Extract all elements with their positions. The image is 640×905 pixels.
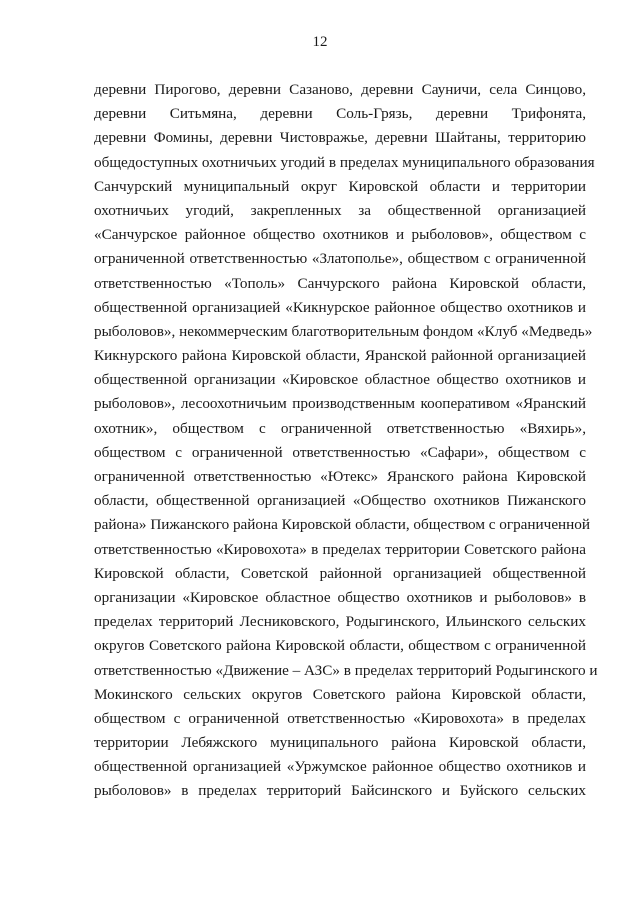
text-line: ограниченной ответственностью «Златополье», обществом с ограниченной: [94, 250, 586, 268]
text-line: Мокинского сельских округов Советского района Кировской области,: [94, 685, 586, 703]
text-line: территории Лебяжского муниципального района Кировской области,: [94, 734, 586, 752]
text-line: общественной организацией «Кикнурское районное общество охотников и: [94, 298, 586, 316]
text-line: охотник», обществом с ограниченной ответственностью «Вяхирь»,: [94, 419, 586, 437]
text-line: округов Советского района Кировской области, обществом с ограниченной: [94, 637, 586, 655]
page-number: 12: [312, 34, 328, 50]
text-line: Санчурский муниципальный округ Кировской области и территории: [94, 177, 586, 195]
text-line: деревни Пирогово, деревни Сазаново, деревни Сауничи, села Синцово,: [94, 81, 586, 98]
text-line: деревни Ситьмяна, деревни Соль-Грязь, деревни Трифонята,: [94, 105, 586, 123]
text-line: рыболовов» в пределах территорий Байсинского и Буйского сельских: [94, 782, 586, 800]
text-line: «Санчурское районное общество охотников и рыболовов», обществом с: [94, 226, 586, 244]
text-line: деревни Фомины, деревни Чистовражье, деревни Шайтаны, территорию: [94, 129, 586, 147]
text-line: общедоступных охотничьих угодий в пределах муниципального образования: [94, 153, 595, 171]
text-line: ответственностью «Кировохота» в пределах территории Советского района: [94, 540, 586, 558]
text-line: общественной организации «Кировское областное общество охотников и: [94, 371, 586, 389]
text-line: обществом с ограниченной ответственностью «Сафари», обществом с: [94, 443, 586, 461]
text-line: общественной организацией «Уржумское районное общество охотников и: [94, 758, 586, 776]
text-line: Кировской области, Советской районной организацией общественной: [94, 564, 586, 582]
text-line: района» Пижанского района Кировской области, обществом с ограниченной: [94, 516, 591, 534]
text-line: ограниченной ответственностью «Ютекс» Яранского района Кировской: [94, 468, 586, 485]
text-line: рыболовов», лесоохотничьим производственным кооперативом «Яранский: [94, 395, 586, 413]
text-line: ответственностью «Движение – АЗС» в пределах территорий Родыгинского и: [94, 661, 598, 679]
text-line: пределах территорий Лесниковского, Родыгинского, Ильинского сельских: [94, 613, 586, 631]
text-line: области, общественной организацией «Общество охотников Пижанского: [94, 492, 586, 510]
text-line: рыболовов», некоммерческим благотворительным фондом «Клуб «Медведь»: [94, 322, 593, 340]
text-line: охотничьих угодий, закрепленных за общественной организацией: [94, 201, 586, 219]
body-paragraph: [94, 78, 598, 804]
text-line: Кикнурского района Кировской области, Яранской районной организацией: [94, 347, 586, 365]
text-line: организации «Кировское областное общество охотников и рыболовов» в: [94, 588, 586, 606]
text-line: обществом с ограниченной ответственностью «Кировохота» в пределах: [94, 709, 586, 727]
text-line: ответственностью «Тополь» Санчурского района Кировской области,: [94, 274, 586, 292]
